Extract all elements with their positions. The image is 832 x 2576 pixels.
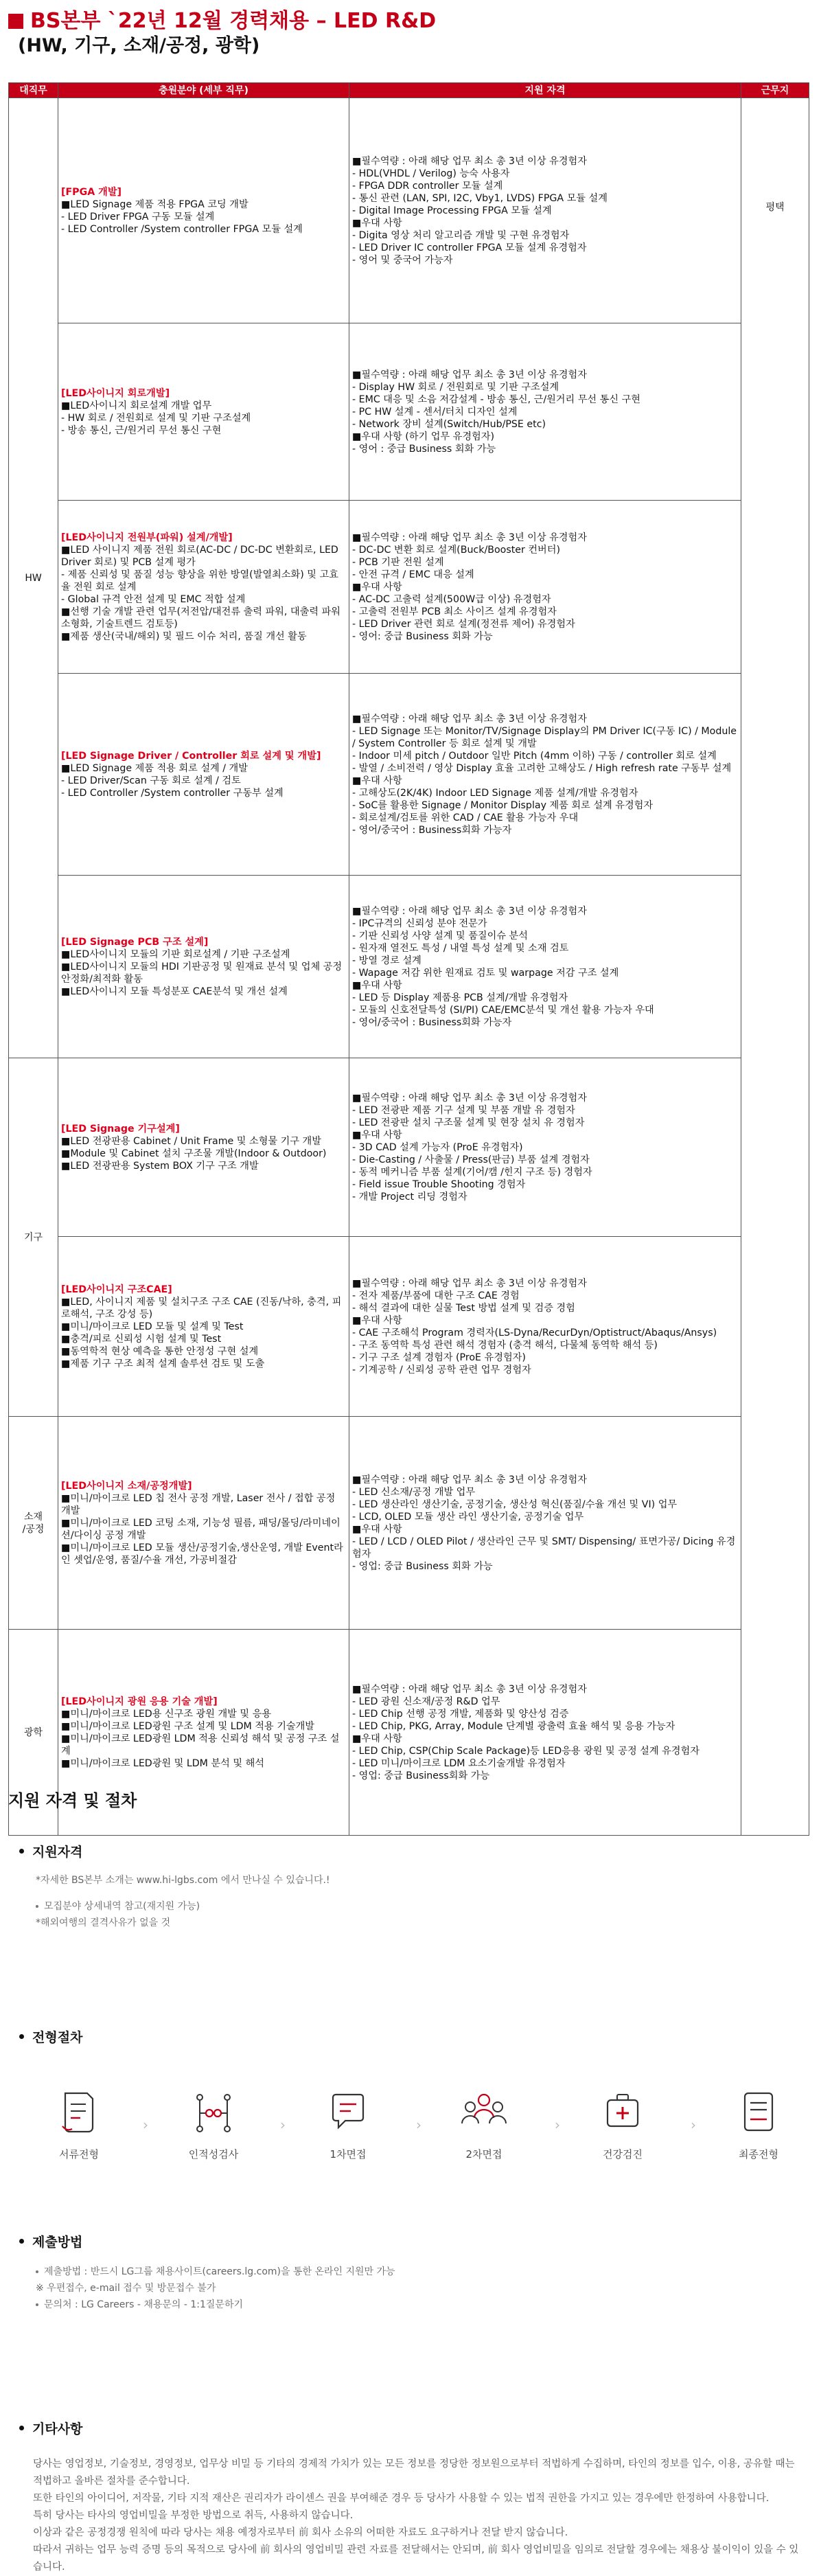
role-cell [58,1417,349,1630]
dept-cell: 기구 [9,1058,58,1417]
bullet-icon [36,2270,38,2273]
role-cell [58,501,349,674]
step-label: 2차면접 [465,2148,502,2161]
bullet-icon [19,2426,24,2430]
header-requirements: 지원 자격 [349,83,741,98]
role-title: [LED사이니지 광원 응용 기술 개발] [61,1696,218,1707]
requirements-cell: ■필수역량 : 아래 해당 업무 최소 총 3년 이상 유경험자 - Display HW 회로 / 전원회로 및 기판 구조설계 - EMC 대응 및 소음 저감설계 - 방송 통신, 근/원거리 무선 통신 구현 - PC HW 설계 - 센서/터치 디자인 설계 - Network 장비 설계(Switch/Hub/PSE etc) ■우대 사항 (하기 업무 유경험자) - 영어 : 중급 Business 회화 가능 [349,323,741,501]
etc-heading [19,2419,82,2437]
document-header [8,8,818,58]
chevron-right-icon: › [691,2117,696,2133]
etc-paragraph: 당사는 영업정보, 기술정보, 경영정보, 업무상 비밀 등 기타의 경제적 가치가 있는 모든 정보를 정당한 정보원으로부터 적법하게 수집하며, 타인의 정보를 입수, 이용, 공유할 때는 적법하고 올바른 절차를 준수합니다. 또한 타인의 아이디어, 저작물, 기타 지적 재산은 권리자가 라이센스 권을 부여해준 경우 등 당사가 사용할 수 있는 법적 권한을 가지고 있는 경우에만 한정하여 사용합니다. 특히 당사는 타사의 영업비밀을 부정한 방법으로 취득, 사용하지 않습니다. 이상과 같은 공정경쟁 원칙에 따라 당사는 채용 예정자로부터 前 회사 소유의 어떠한 자료도 요구하거나 전달 받지 않습니다. 따라서 귀하는 업무 능력 증명 등의 목적으로 당사에 前 회사의 영업비밀 관련 자료를 전달해서는 안되며, 前 회사 영업비밀을 임의로 전달할 경우에는 채용상 불이익이 있을 수 있습니다. [33,2459,799,2573]
role-cell [58,1237,349,1417]
role-cell [58,674,349,876]
role-cell [58,98,349,323]
table-row [9,1058,809,1237]
document-title [8,8,818,34]
title-text: BS본부 `22년 12월 경력채용 – LED R&D [30,9,437,33]
requirements-cell: ■필수역량 : 아래 해당 업무 최소 총 3년 이상 유경험자 - LED 전광판 제품 기구 설계 및 부품 개발 유 경험자 - LED 전광판 설치 구조물 설계 및 현장 설치 유 경험자 ■우대 사항 - 3D CAD 설계 가능자 (ProE 유경험자) - Die-Casting / 사출물 / Press(판금) 부품 설계 경험자 - 동적 메커니즘 부품 설계(기어/캠 /힌지 구조 등) 경험자 - Field issue Trouble Shooting 경험자 - 개발 Project 리딩 경험자 [349,1058,741,1237]
list-item-text: 문의처 : LG Careers - 채용문의 - 1:1질문하기 [44,2299,243,2310]
process-step [297,2089,400,2161]
dept-cell: HW [9,98,58,1058]
qualification-note: *해외여행의 결격사유가 없을 것 [36,1917,171,1928]
list-item [36,2296,791,2313]
role-cell [58,323,349,501]
header-role: 충원분야 (세부 직무) [58,83,349,98]
process-step [162,2089,265,2161]
table-row [9,674,809,876]
list-item [36,2264,791,2280]
qualification-heading-text: 지원자격 [32,1845,83,1860]
chevron-right-icon: › [143,2117,148,2133]
requirements-cell: ■필수역량 : 아래 해당 업무 최소 총 3년 이상 유경험자 - IPC규격의 신뢰성 분야 전문가 - 기판 신뢰성 사양 설계 및 품질이슈 분석 - 원자재 열전도 특성 / 내열 특성 설계 및 소재 검토 - 방열 경로 설계 - Wapage 저감 위한 원재료 검토 및 warpage 저감 구조 설계 ■우대 사항 - LED 등 Display 제품용 PCB 설계/개발 유경험자 - 모듈의 신호전달특성 (SI/PI) CAE/EMC분석 및 개선 활용 가능자 우대 - 영어/중국어 : Business회화 가능자 [349,876,741,1058]
role-desc: ■LED Signage 제품 적용 회로 설계 / 개발 - LED Driver/Scan 구동 회로 설계 / 검토 - LED Controller /System controller 구동부 설계 [61,762,284,799]
requirements-cell: ■필수역량 : 아래 해당 업무 최소 총 3년 이상 유경험자 - DC-DC 변환 회로 설계(Buck/Booster 컨버터) - PCB 기판 전원 설계 - 안전 규격 / EMC 대응 설계 ■우대 사항 - AC-DC 고출력 설계(500W급 이상) 유경험자 - 고출력 전원부 PCB 최소 사이즈 설계 유경험자 - LED Driver 관련 회로 설계(정전류 제어) 유경험자 - 영어: 중급 Business 회화 가능 [349,501,741,674]
chevron-right-icon: › [280,2117,286,2133]
header-location: 근무지 [741,83,809,98]
step-label: 1차면접 [330,2148,367,2161]
role-desc: ■LED사이니지 회로설계 개발 업무 - HW 회로 / 전원회로 설계 및 기판 구조설계 - 방송 통신, 근/원거리 무선 통신 구현 [61,400,251,436]
step-label: 인적성검사 [188,2148,239,2161]
group-icon [459,2089,509,2137]
process-step [27,2089,130,2161]
document-subtitle: (HW, 기구, 소재/공정, 광학) [18,35,260,56]
role-title: [LED사이니지 회로개발] [61,387,170,399]
process-steps [27,2089,803,2172]
submission-note: ※ 우편접수, e-mail 접수 및 방문접수 불가 [36,2283,216,2294]
bullet-icon [19,2034,24,2039]
bullet-icon [36,2303,38,2306]
submission-heading [19,2232,82,2250]
qualification-body [36,1872,791,1931]
requirements-cell: ■필수역량 : 아래 해당 업무 최소 총 3년 이상 유경험자 - LED Signage 또는 Monitor/TV/Signage Display의 PM Driver IC(구동 IC) / Module / System Controller 등 회로 설계 및 개발 - Indoor 미세 pitch / Outdoor 일반 Pitch (4mm 이하) 구동 / controller 회로 설계 - 발열 / 소비전력 / 영상 Display 효율 고려한 고해상도 / High refresh rate 구동부 설계 ■우대 사항 - 고해상도(2K/4K) Indoor LED Signage 제품 설계/개발 유경험자 - SoC를 활용한 Signage / Monitor Display 제품 회로 설계 유경험자 - 회로설계/검토를 위한 CAD / CAE 활용 가능자 우대 - 영어/중국어 : Business회화 가능자 [349,674,741,876]
role-desc: ■LED 사이니지 제품 전원 회로(AC-DC / DC-DC 변환회로, LED Driver 회로) 및 PCB 설계 평가 - 제품 신뢰성 및 품질 성능 향상을 위한 방열(발열최소화) 및 고효율 전원 회로 설계 - Global 규격 안전 설계 및 EMC 적합 설계 ■선행 기술 개발 관련 업무(저전압/대전류 출력 파워, 대출력 파워 소형화, 기술트렌드 검토등) ■제품 생산(국내/해외) 및 필드 이슈 처리, 품질 개선 활동 [61,544,340,642]
role-title: [LED사이니지 구조CAE] [61,1284,172,1295]
table-row [9,323,809,501]
role-title: [LED Signage PCB 구조 설계] [61,936,209,948]
table-row [9,98,809,323]
table-row [9,1417,809,1630]
submission-heading-text: 제출방법 [32,2235,83,2250]
network-icon [193,2089,234,2137]
list-item [36,1898,791,1915]
location-text: 평택 [765,202,785,213]
role-title: [LED사이니지 소재/공정개발] [61,1480,192,1492]
role-desc: ■미니/마이크로 LED 칩 전사 공정 개발, Laser 전사 / 접합 공정 개발 ■미니/마이크로 LED 코팅 소재, 기능성 필름, 패딩/몰딩/라미네이션/다이싱 공정 개발 ■미니/마이크로 LED 모듈 생산/공정기술,생산운영, 개발 Event라인 셋업/운영, 품질/수율 개선, 가공비절감 [61,1492,343,1566]
requirements-cell: ■필수역량 : 아래 해당 업무 최소 총 3년 이상 유경험자 - HDL(VHDL / Verilog) 능숙 사용자 - FPGA DDR controller 모듈 설계 - 통신 관련 (LAN, SPI, I2C, Vby1, LVDS) FPGA 모듈 설계 - Digital Image Processing FPGA 모듈 설계 ■우대 사항 - Digita 영상 처리 알고리즘 개발 및 구현 유경험자 - LED Driver IC controller FPGA 모듈 설계 유경험자 - 영어 및 중국어 가능자 [349,98,741,323]
chat-icon [327,2089,369,2137]
process-step [707,2089,810,2161]
jobs-table [8,82,809,1836]
role-title: [LED사이니지 전원부(파워) 설계/개발] [61,532,233,543]
bullet-icon [19,2239,24,2244]
role-title: [LED Signage Driver / Controller 회로 설계 및 개발] [61,750,321,762]
qualification-note: *자세한 BS본부 소개는 www.hi-lgbs.com 에서 만나실 수 있습니다.! [36,1875,330,1886]
list-item-text: 모집분야 상세내역 참고(재지원 가능) [44,1901,200,1912]
location-cell [741,98,809,1836]
process-heading [19,2027,82,2046]
bullet-icon [19,1849,24,1854]
role-desc: ■LED 전광판용 Cabinet / Unit Frame 및 소형물 기구 개발 ■Module 및 Cabinet 설치 구조물 개발(Indoor & Outdoor) ■LED 전광판용 System BOX 기구 구조 개발 [61,1135,327,1172]
medical-kit-icon [602,2089,643,2137]
table-row [9,1237,809,1417]
list-item-text: 제출방법 : 반드시 LG그룹 채용사이트(careers.lg.com)을 통한 온라인 지원만 가능 [44,2266,395,2277]
requirements-cell: ■필수역량 : 아래 해당 업무 최소 총 3년 이상 유경험자 - LED 신소재/공정 개발 업무 - LED 생산라인 생산기술, 공정기술, 생산성 혁신(품질/수율 개선 및 VI) 업무 - LCD, OLED 모듈 생산 라인 생산기술, 공정기술 업무 ■우대 사항 - LED / LCD / OLED Pilot / 생산라인 근무 및 SMT/ Dispensing/ 표면가공/ Dicing 유경험자 - 영업: 중급 Business 회화 가능 [349,1417,741,1630]
role-cell [58,1058,349,1237]
qualification-heading [19,1842,82,1860]
dept-cell: 소재 /공정 [9,1417,58,1630]
role-title: [FPGA 개발] [61,186,122,198]
chevron-right-icon: › [555,2117,560,2133]
table-row [9,876,809,1058]
role-title: [LED Signage 기구설계] [61,1123,180,1135]
dept-cell: 광학 [9,1630,58,1836]
step-label: 서류전형 [59,2148,99,2161]
header-dept: 대직무 [9,83,58,98]
table-header-row [9,83,809,98]
role-cell [58,876,349,1058]
role-desc: ■LED, 사이니지 제품 및 설치구조 구조 CAE (진동/낙하, 충격, 피로해석, 구조 강성 등) ■미니/마이크로 LED 모듈 및 설계 및 Test ■충격/피로 신뢰성 시험 설계 및 Test ■동역학적 현상 예측을 통한 안정성 구현 설계 ■제품 기구 구조 최적 설계 솔루션 검토 및 도출 [61,1296,342,1369]
table-row [9,501,809,674]
requirements-cell: ■필수역량 : 아래 해당 업무 최소 총 3년 이상 유경험자 - LED 광원 신소재/공정 R&D 업무 - LED Chip 선행 공정 개발, 제품화 및 양산성 검증 - LED Chip, PKG, Array, Module 단계별 광출력 효율 해석 및 응용 가능자 ■우대 사항 - LED Chip, CSP(Chip Scale Package)등 LED응용 광원 및 공정 설계 유경험자 - LED 미니/마이크로 LDM 요소기술개발 유경험자 - 영업: 중급 Business회화 가능 [349,1630,741,1836]
process-step [432,2089,535,2161]
procedure-title: 지원 자격 및 절차 [8,1791,137,1810]
process-heading-text: 전형절차 [32,2030,83,2045]
role-desc: ■LED사이니지 모듈의 기판 회로설계 / 기판 구조설계 ■LED사이니지 모듈의 HDI 기판공정 및 원재료 분석 및 업체 공정 안정화/최적화 활동 ■LED사이니지 모듈 특성분포 CAE분석 및 개선 설계 [61,948,343,997]
etc-heading-text: 기타사항 [32,2421,83,2437]
title-square-icon [8,14,23,29]
role-desc: ■미니/마이크로 LED용 신구조 광원 개발 및 응용 ■미니/마이크로 LED광원 구조 설계 및 LDM 적용 기술개발 ■미니/마이크로 LED광원 LDM 적용 신뢰성 해석 및 공정 구조 설계 ■미니/마이크로 LED광원 및 LDM 분석 및 해석 [61,1708,340,1769]
checklist-icon [738,2089,779,2137]
step-label: 최종전형 [739,2148,778,2161]
process-step [571,2089,674,2161]
document-icon [58,2089,100,2137]
step-label: 건강검진 [603,2148,643,2161]
requirements-cell: ■필수역량 : 아래 해당 업무 최소 총 3년 이상 유경험자 - 전자 제품/부품에 대한 구조 CAE 경험 - 해석 결과에 대한 실물 Test 방법 설계 및 검증 경험 ■우대 사항 - CAE 구조해석 Program 경력자(LS-Dyna/RecurDyn/Optistruct/Abaqus/Ansys) - 구조 동역학 특성 관련 해석 경험자 (충격 해석, 다물체 동역학 해석 등) - 기구 구조 설계 경험자 (ProE 유경험자) - 기계공학 / 신뢰성 공학 관련 업무 경험자 [349,1237,741,1417]
role-desc: ■LED Signage 제품 적용 FPGA 코딩 개발 - LED Driver FPGA 구동 모듈 설계 - LED Controller /System controller FPGA 모듈 설계 [61,198,303,235]
chevron-right-icon: › [416,2117,421,2133]
submission-body [36,2264,791,2313]
bullet-icon [36,1905,38,1908]
